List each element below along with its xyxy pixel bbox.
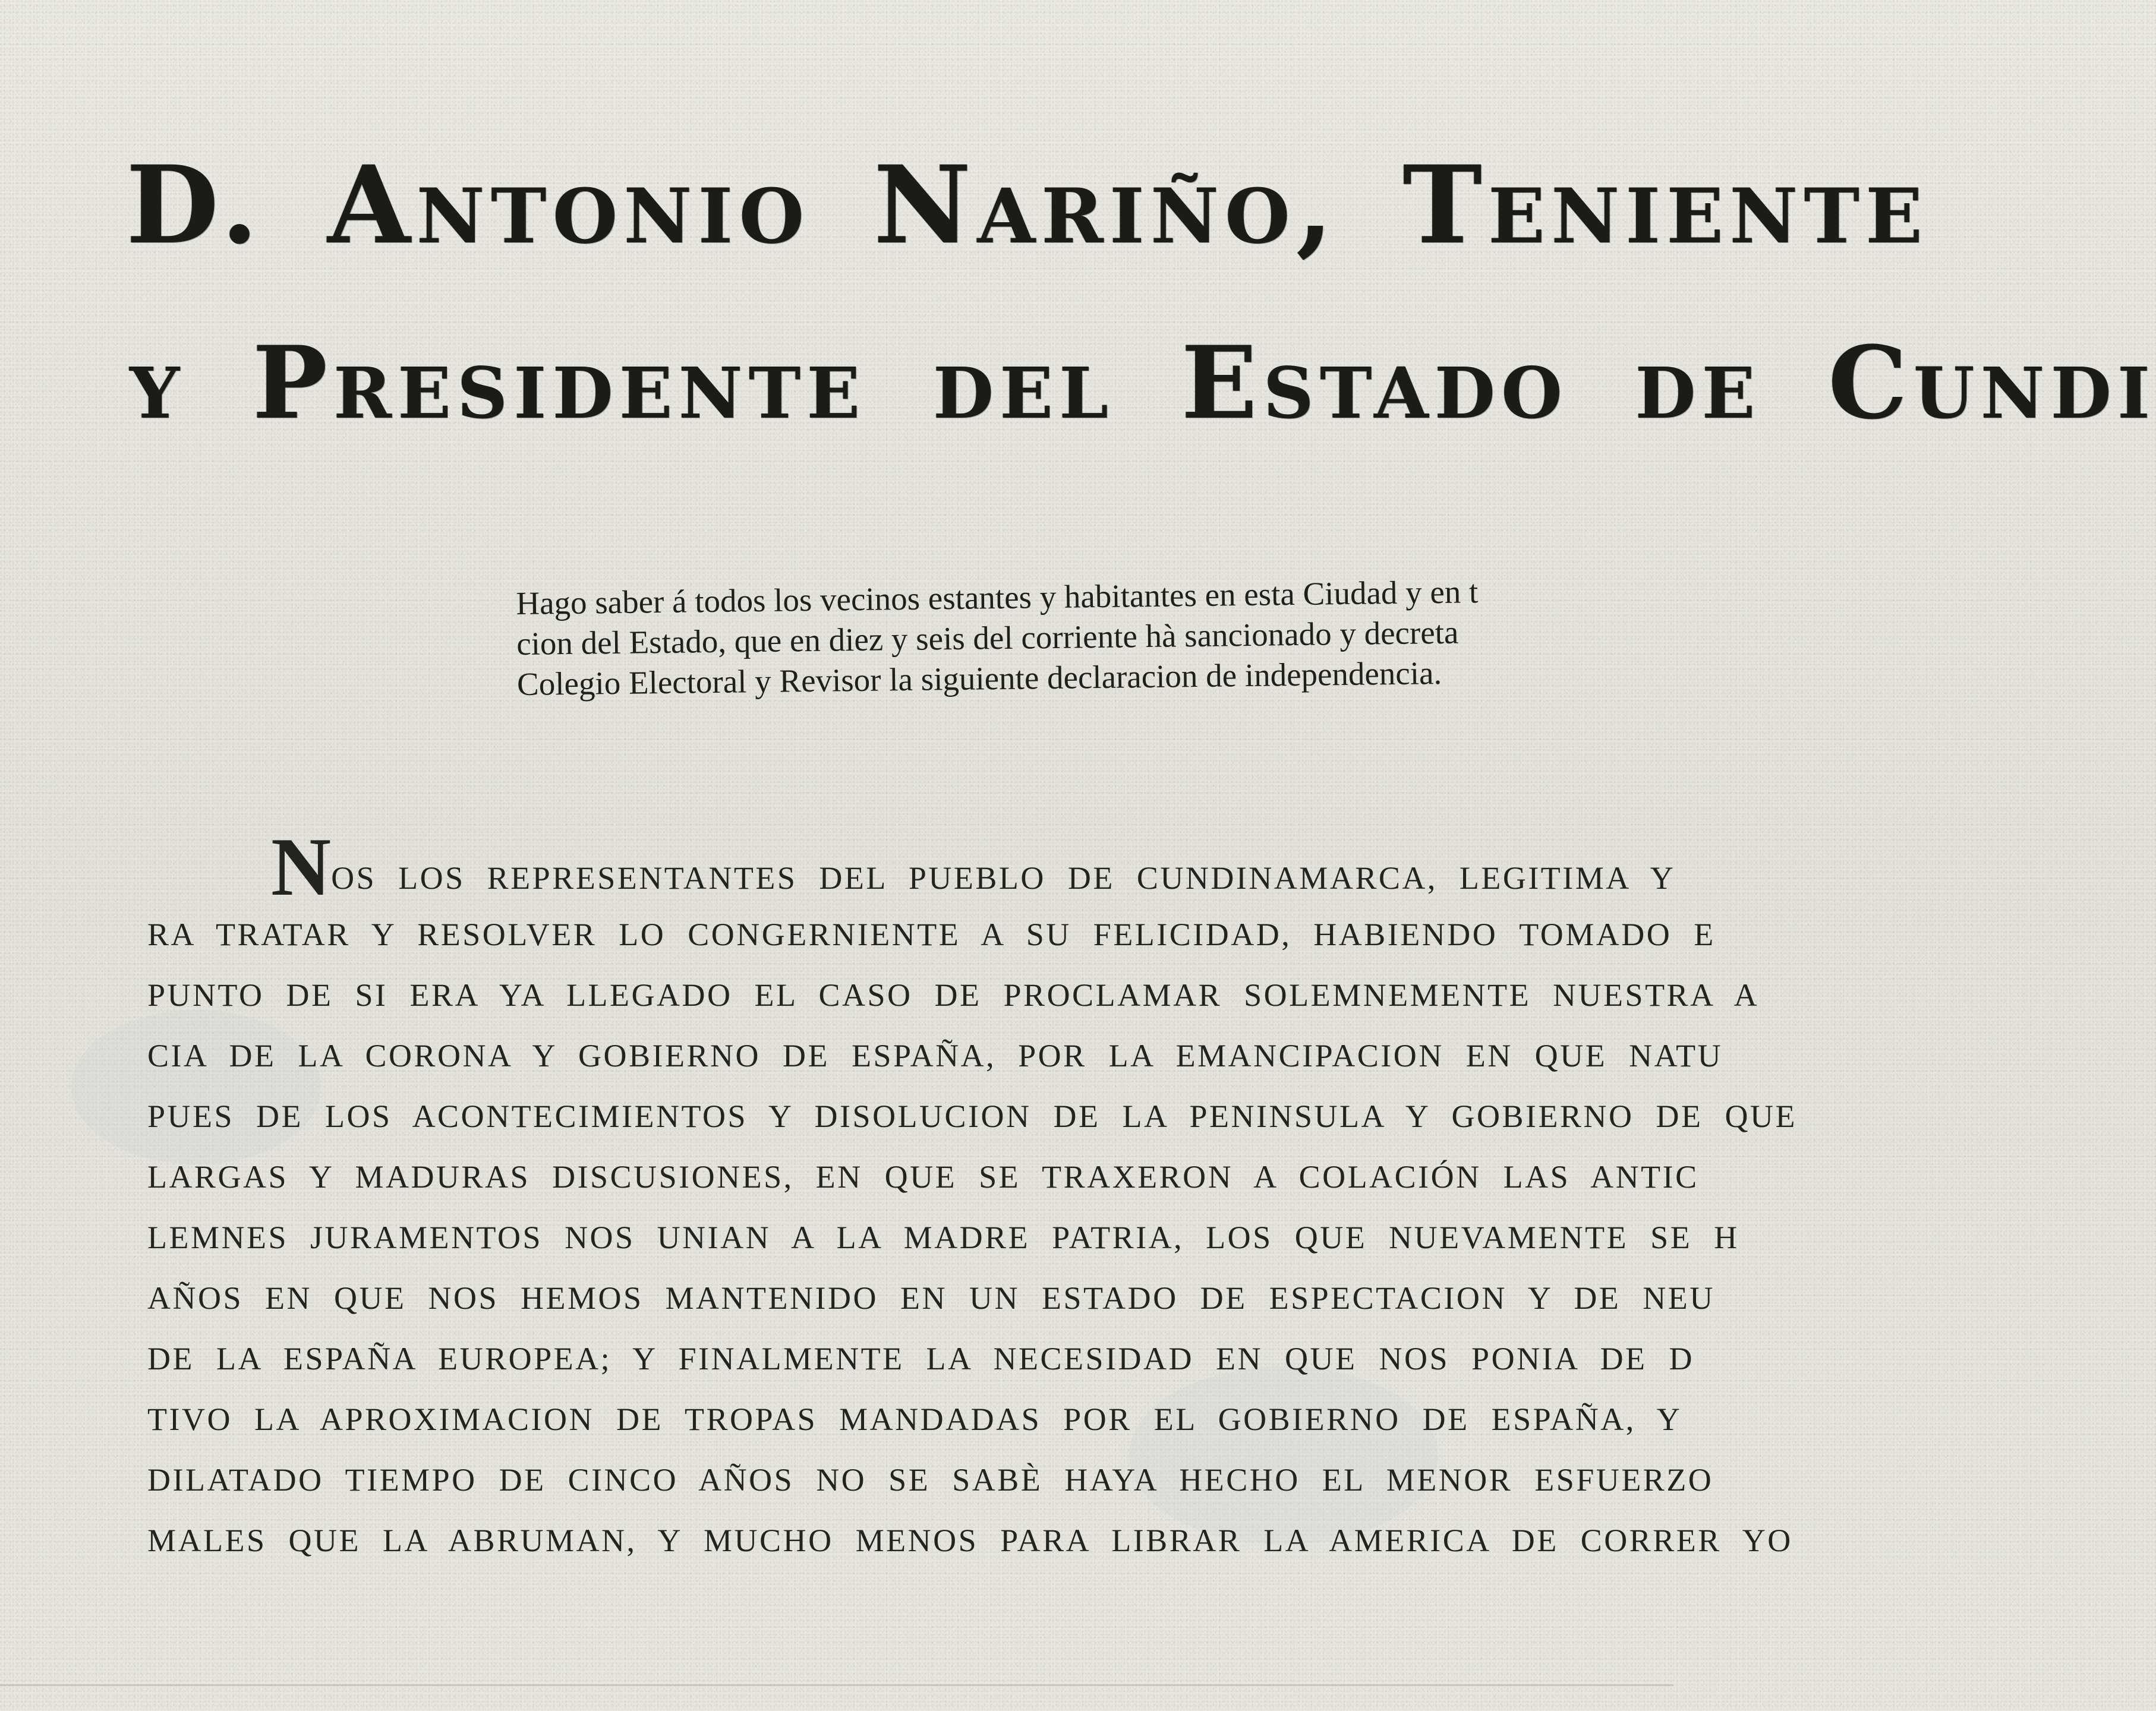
body-line: PUES DE LOS ACONTECIMIENTOS Y DISOLUCION DE LA PENINSULA Y GOBIERNO DE QUE (147, 1098, 1797, 1134)
intro-line: cion del Estado, que en diez y seis del corriente hà sancionado y decreta (516, 614, 1459, 662)
body-line: LARGAS Y MADURAS DISCUSIONES, EN QUE SE TRAXERON A COLACIÓN LAS ANTIC (147, 1159, 1699, 1195)
paper-fold-line (0, 1684, 1673, 1686)
body-line: DILATADO TIEMPO DE CINCO AÑOS NO SE SABÈ HAYA HECHO EL MENOR ESFUERZO (147, 1462, 1714, 1498)
body-line-first (147, 821, 1797, 913)
body-line: MALES QUE LA ABRUMAN, Y MUCHO MENOS PARA LIBRAR LA AMERICA DE CORRER YO (147, 1523, 1793, 1558)
intro-line: Hago saber á todos los vecinos estantes y habitantes en esta Ciudad y en t (516, 573, 1479, 621)
document-title-line-2: y Presidente del Estado de Cundi (130, 324, 2156, 441)
drop-cap: N (271, 821, 332, 913)
body-line: DE LA ESPAÑA EUROPEA; Y FINALMENTE LA NECESIDAD EN QUE NOS PONIA DE D (147, 1341, 1695, 1377)
body-line: LEMNES JURAMENTOS NOS UNIAN A LA MADRE PATRIA, LOS QUE NUEVAMENTE SE H (147, 1220, 1739, 1255)
intro-paragraph (516, 572, 1479, 705)
document-title-line-1: D. Antonio Nariño, Teniente (126, 143, 1929, 268)
body-line: CIA DE LA CORONA Y GOBIERNO DE ESPAÑA, POR LA EMANCIPACION EN QUE NATU (147, 1038, 1723, 1074)
declaration-body (147, 821, 1797, 1571)
body-line: PUNTO DE SI ERA YA LLEGADO EL CASO DE PROCLAMAR SOLEMNEMENTE NUESTRA A (147, 977, 1760, 1013)
body-line: AÑOS EN QUE NOS HEMOS MANTENIDO EN UN ESTADO DE ESPECTACION Y DE NEU (147, 1280, 1715, 1316)
body-line: RA TRATAR Y RESOLVER LO CONGERNIENTE A SU FELICIDAD, HABIENDO TOMADO E (147, 917, 1716, 952)
body-line-first-text: OS LOS REPRESENTANTES DEL PUEBLO DE CUNDINAMARCA, LEGITIMA Y (331, 860, 1676, 896)
body-line: TIVO LA APROXIMACION DE TROPAS MANDADAS POR EL GOBIERNO DE ESPAÑA, Y (147, 1401, 1682, 1437)
intro-line: Colegio Electoral y Revisor la siguiente declaracion de independencia. (516, 654, 1442, 702)
